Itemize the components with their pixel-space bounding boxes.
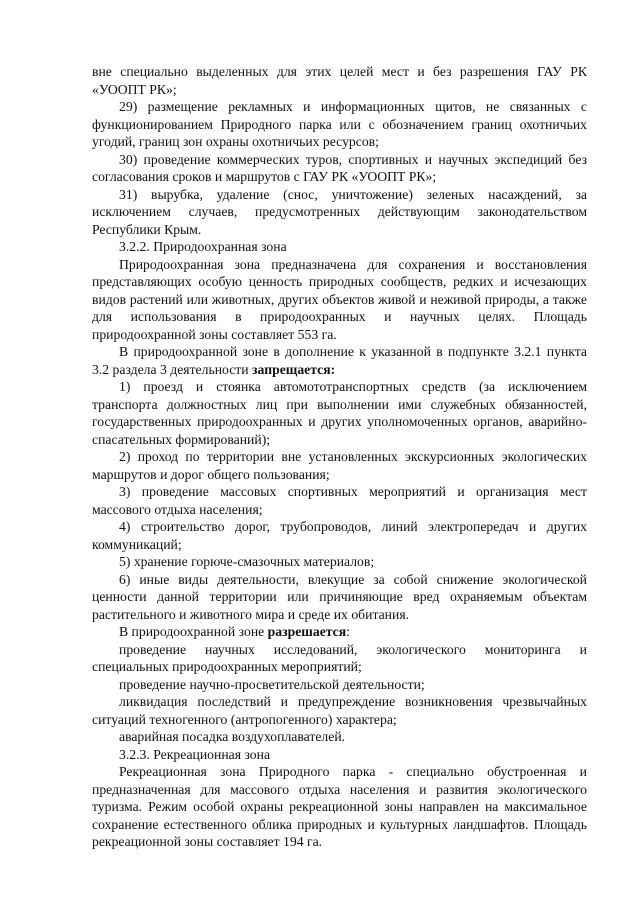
prohibited-colon: : [330, 361, 336, 377]
paragraph-prohibition-30: 30) проведение коммерческих туров, спортивных и научных экспедиций без согласования сроков и маршрутов с ГАУ РК «УООПТ РК»; [92, 151, 587, 184]
paragraph-prohibited-item-5: 5) хранение горюче-смазочных материалов; [119, 554, 375, 569]
paragraph-allowed-item-research: проведение научных исследований, экологического мониторинга и специальных природоохранных мероприятий; [92, 641, 587, 674]
paragraph-conservation-zone-prohibited-intro [92, 343, 587, 378]
paragraph-prohibited-item-3: 3) проведение массовых спортивных мероприятий и организация мест массового отдыха населения; [92, 484, 587, 517]
intro-text: В природоохранной зоне [119, 624, 268, 639]
paragraph-recreation-zone-description: Рекреационная зона Природного парка - специально обустроенная и предназначенная для массового отдыха населения и развития экологического туризма. Режим особой охраны рекреационной зоны направлен на максимальное сохранение естественного облика природных и культурных ландшафтов. Площадь рекреационной зоны составляет 194 га. [92, 764, 587, 849]
paragraph-prohibition-31: 31) вырубка, удаление (снос, уничтожение) зеленых насаждений, за исключением случаев, предусмотренных действующим законодательством Республики Крым. [92, 186, 587, 237]
paragraph-allowed-item-balloon-landing: аварийная посадка воздухоплавателей. [119, 729, 346, 744]
paragraph-prohibition-29: 29) размещение рекламных и информационных щитов, не связанных с функционированием Природного парка или с обозначением границ охотничьих угодий, границ зон охраны охотничьих ресурсов; [92, 99, 587, 149]
paragraph-conservation-zone-description: Природоохранная зона предназначена для сохранения и восстановления представляющих особую ценность природных сообществ, редких и исчезающих видов растений или животных, других объектов живой и неживой природы, а также для использования в природоохранных и научных целях. Площадь природоохранной зоны составляет 553 га. [92, 256, 587, 342]
prohibited-keyword: запрещается [252, 361, 331, 377]
paragraph-allowed-item-emergency: ликвидация последствий и предупреждение возникновения чрезвычайных ситуаций техногенного (антропогенного) характера; [92, 694, 587, 727]
paragraph-prohibited-item-4: 4) строительство дорог, трубопроводов, линий электропередач и других коммуникаций; [92, 519, 587, 552]
paragraph-prohibition-28-cont: вне специально выделенных для этих целей мест и без разрешения ГАУ РК «УООПТ РК»; [92, 64, 587, 97]
paragraph-prohibited-item-2: 2) проход по территории вне установленных экскурсионных экологических маршрутов и дорог общего пользования; [92, 449, 587, 482]
allowed-keyword: разрешается [267, 624, 347, 639]
document-page [92, 63, 587, 851]
allowed-colon: : [346, 624, 350, 639]
paragraph-prohibited-item-6: 6) иные виды деятельности, влекущие за собой снижение экологической ценности данной территории или причиняющие вред охраняемым объектам растительного и животного мира и среде их обитания. [92, 571, 587, 622]
paragraph-allowed-item-education: проведение научно-просветительской деятельности; [119, 676, 425, 692]
paragraph-conservation-zone-allowed-intro [92, 623, 587, 641]
section-heading-3-2-2: 3.2.2. Природоохранная зона [119, 239, 287, 254]
section-heading-3-2-3: 3.2.3. Рекреационная зона [119, 746, 271, 762]
intro-text: В природоохранной зоне в дополнение к указанной в подпункте 3.2.1 пункта 3.2 раздела 3 деятельности [92, 344, 587, 377]
paragraph-prohibited-item-1: 1) проезд и стоянка автомототранспортных средств (за исключением транспорта должностных лиц при выполнении ими служебных обязанностей, государственных природоохранных и других уполномоченных органов, аварийно-спасательных формирований); [92, 379, 587, 447]
